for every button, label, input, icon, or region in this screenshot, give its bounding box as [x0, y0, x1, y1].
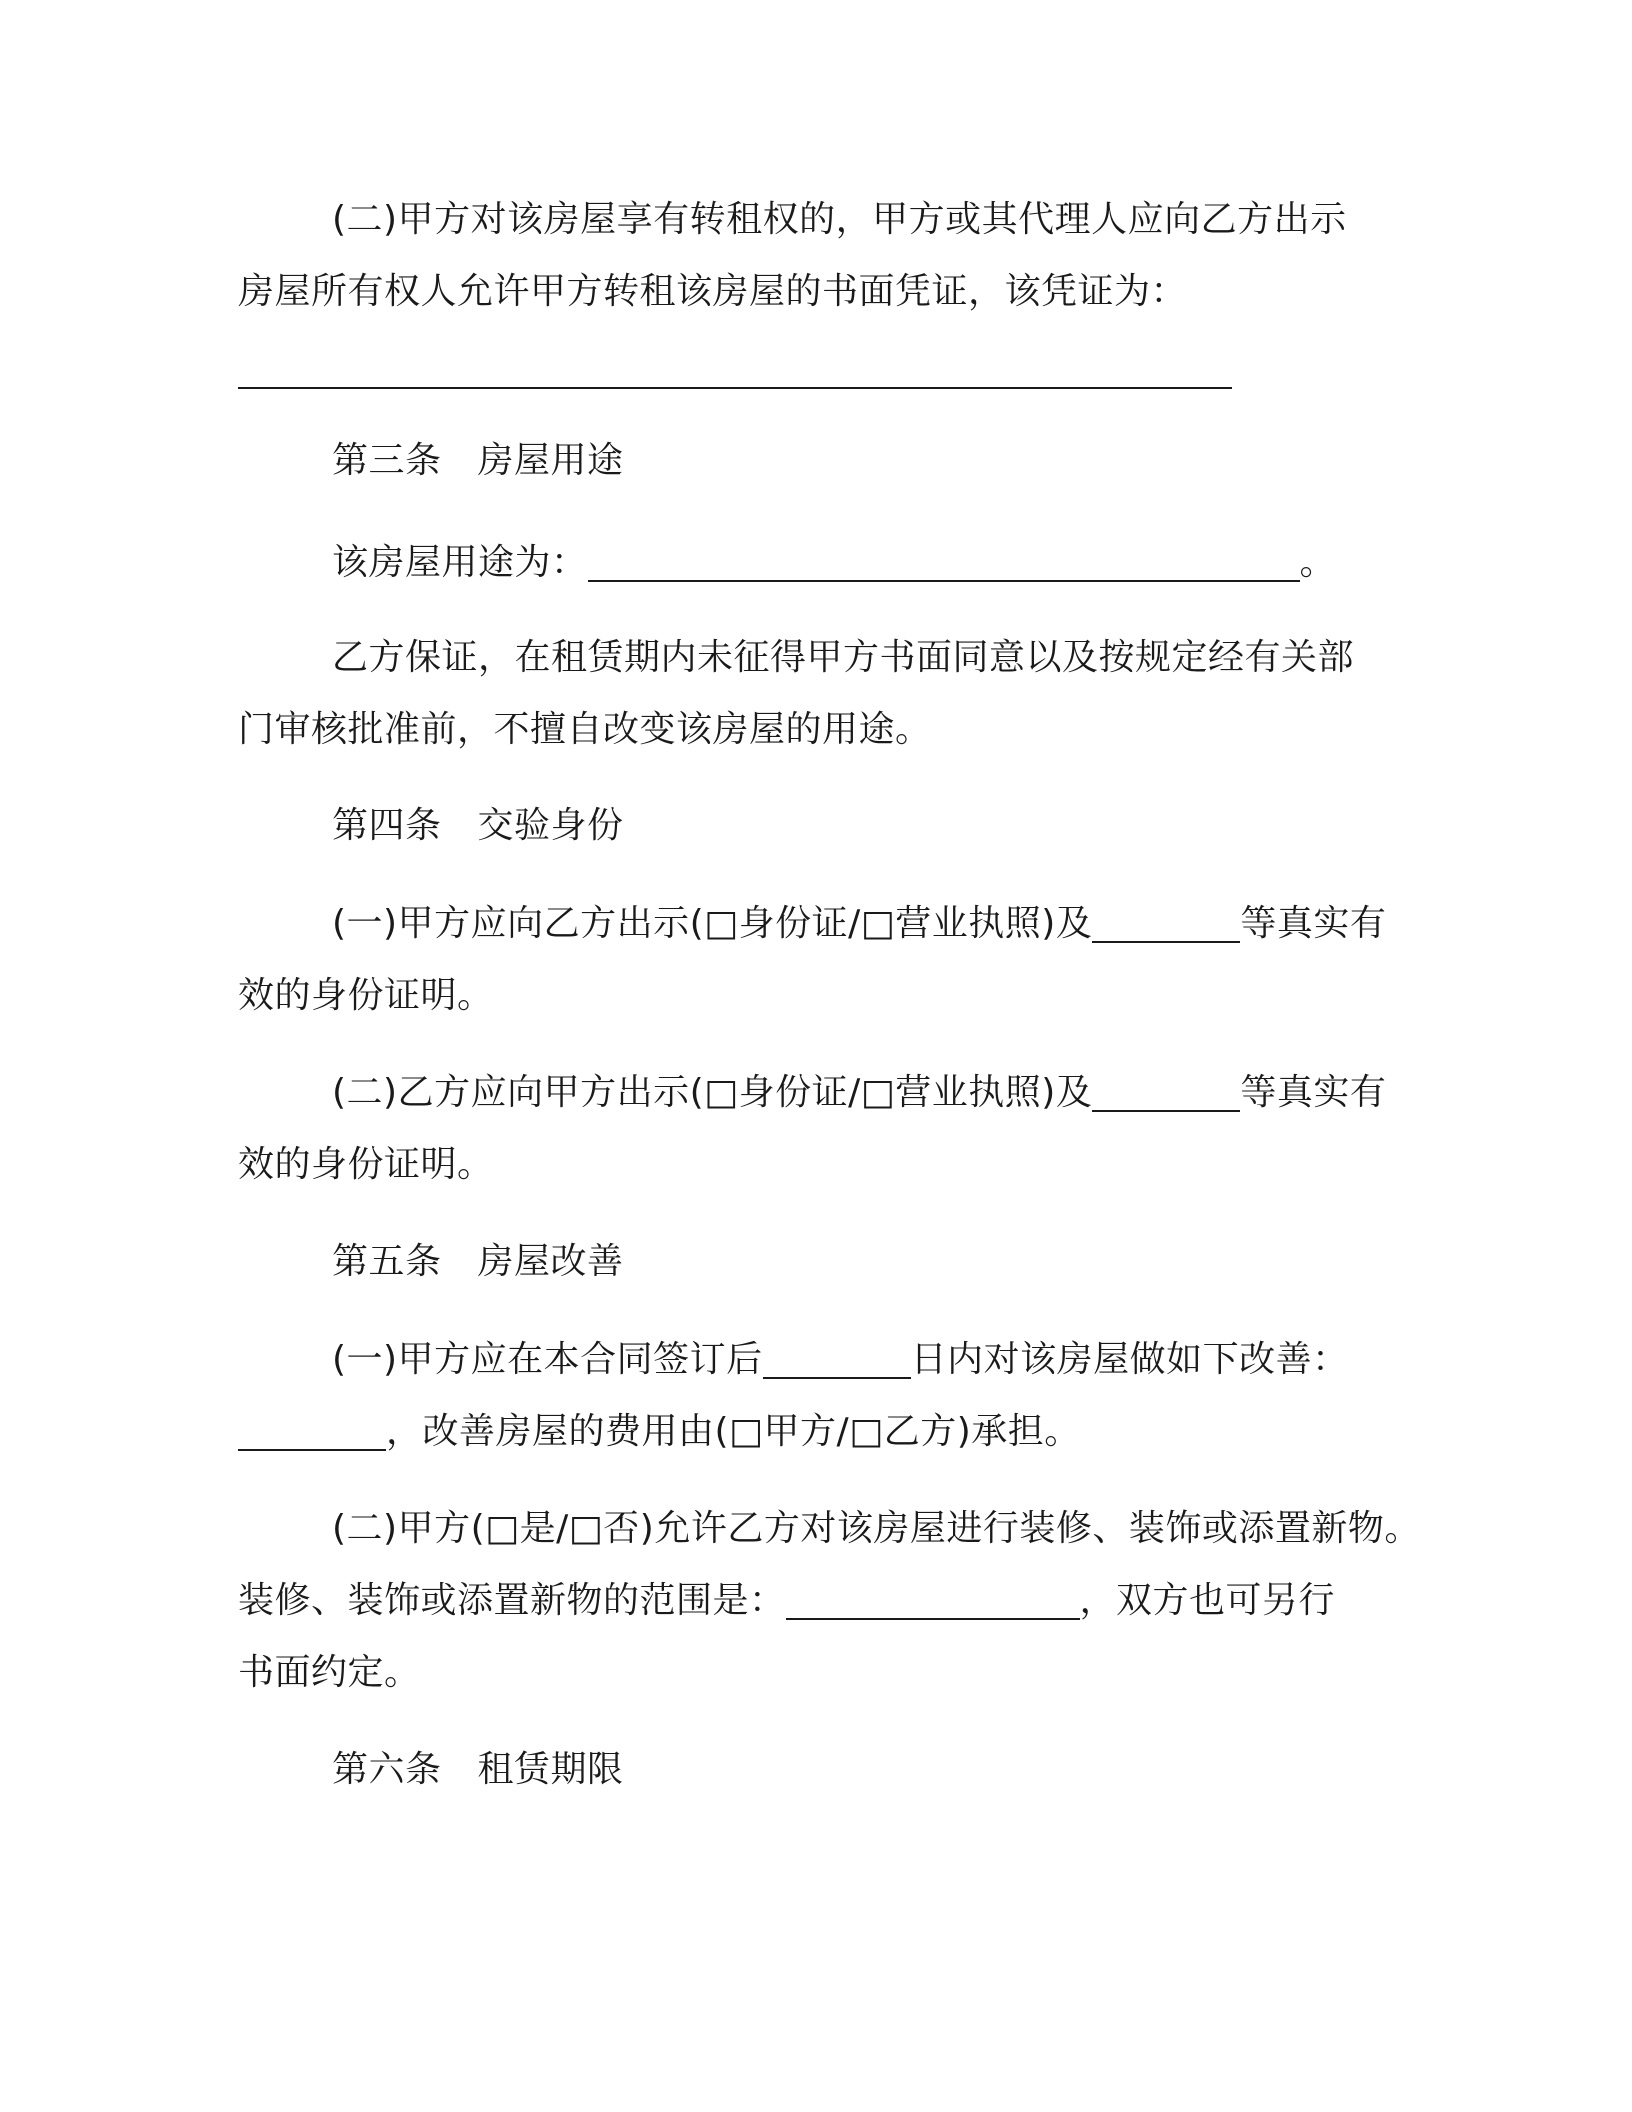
- article-title: 交验身份: [477, 805, 624, 846]
- clause-text: ，双方也可另行: [1079, 1580, 1336, 1621]
- paragraph-line: 效的身份证明。: [238, 975, 494, 1016]
- article-5-heading: [238, 1226, 1398, 1298]
- clause-text: ，改善房屋的费用由(□甲方/□乙方)承担。: [386, 1411, 1081, 1452]
- article-4-heading: [238, 790, 1398, 862]
- days-blank[interactable]: [763, 1337, 911, 1379]
- article-title: 房屋改善: [477, 1241, 624, 1282]
- article-title: 租赁期限: [477, 1749, 624, 1790]
- clause-text: 等真实有: [1240, 903, 1387, 944]
- clause-text: 等真实有: [1240, 1072, 1387, 1113]
- paragraph-line: 效的身份证明。: [238, 1144, 494, 1185]
- tenant-id-blank[interactable]: [1092, 1070, 1240, 1112]
- improvement-content-blank[interactable]: [238, 1409, 386, 1451]
- use-suffix: 。: [1299, 542, 1337, 583]
- clause-text: 日内对该房屋做如下改善：: [910, 1339, 1349, 1380]
- paragraph-line: 门审核批准前，不擅自改变该房屋的用途。: [238, 709, 932, 750]
- article-number: 第六条: [332, 1749, 442, 1790]
- house-use-blank[interactable]: [588, 540, 1300, 582]
- tenant-guarantee-clause: [238, 622, 1398, 766]
- paragraph-line: (二)甲方(□是/□否)允许乙方对该房屋进行装修、装饰或添置新物。: [332, 1508, 1421, 1549]
- article-number: 第三条: [332, 440, 442, 481]
- identity-clause-tenant: [238, 1057, 1398, 1201]
- decoration-scope-blank[interactable]: [786, 1578, 1080, 1620]
- clause-text: (一)甲方应在本合同签订后: [332, 1339, 763, 1380]
- landlord-id-blank[interactable]: [1092, 901, 1240, 943]
- improvement-clause: [238, 1324, 1398, 1468]
- identity-clause-landlord: [238, 888, 1398, 1032]
- article-number: 第四条: [332, 805, 442, 846]
- article-number: 第五条: [332, 1241, 442, 1282]
- paragraph-line: (二)甲方对该房屋享有转租权的，甲方或其代理人应向乙方出示: [332, 199, 1347, 240]
- house-use-clause: [238, 527, 1398, 599]
- article-3-heading: [238, 425, 1398, 497]
- clause-text: (二)乙方应向甲方出示(□身份证/□营业执照)及: [332, 1072, 1093, 1113]
- article-title: 房屋用途: [477, 440, 624, 481]
- article-6-heading: [238, 1734, 1398, 1806]
- paragraph-line: 房屋所有权人允许甲方转租该房屋的书面凭证，该凭证为：: [238, 271, 1188, 312]
- clause-text: 装修、装饰或添置新物的范围是：: [238, 1580, 786, 1621]
- use-label: 该房屋用途为：: [332, 542, 588, 583]
- clause-text: (一)甲方应向乙方出示(□身份证/□营业执照)及: [332, 903, 1093, 944]
- decoration-clause: [238, 1493, 1421, 1709]
- certificate-fill-line[interactable]: [238, 387, 1232, 389]
- paragraph-line: 乙方保证，在租赁期内未征得甲方书面同意以及按规定经有关部: [332, 637, 1355, 678]
- paragraph-line: 书面约定。: [238, 1652, 421, 1693]
- clause-sublet-certificate: [238, 184, 1398, 328]
